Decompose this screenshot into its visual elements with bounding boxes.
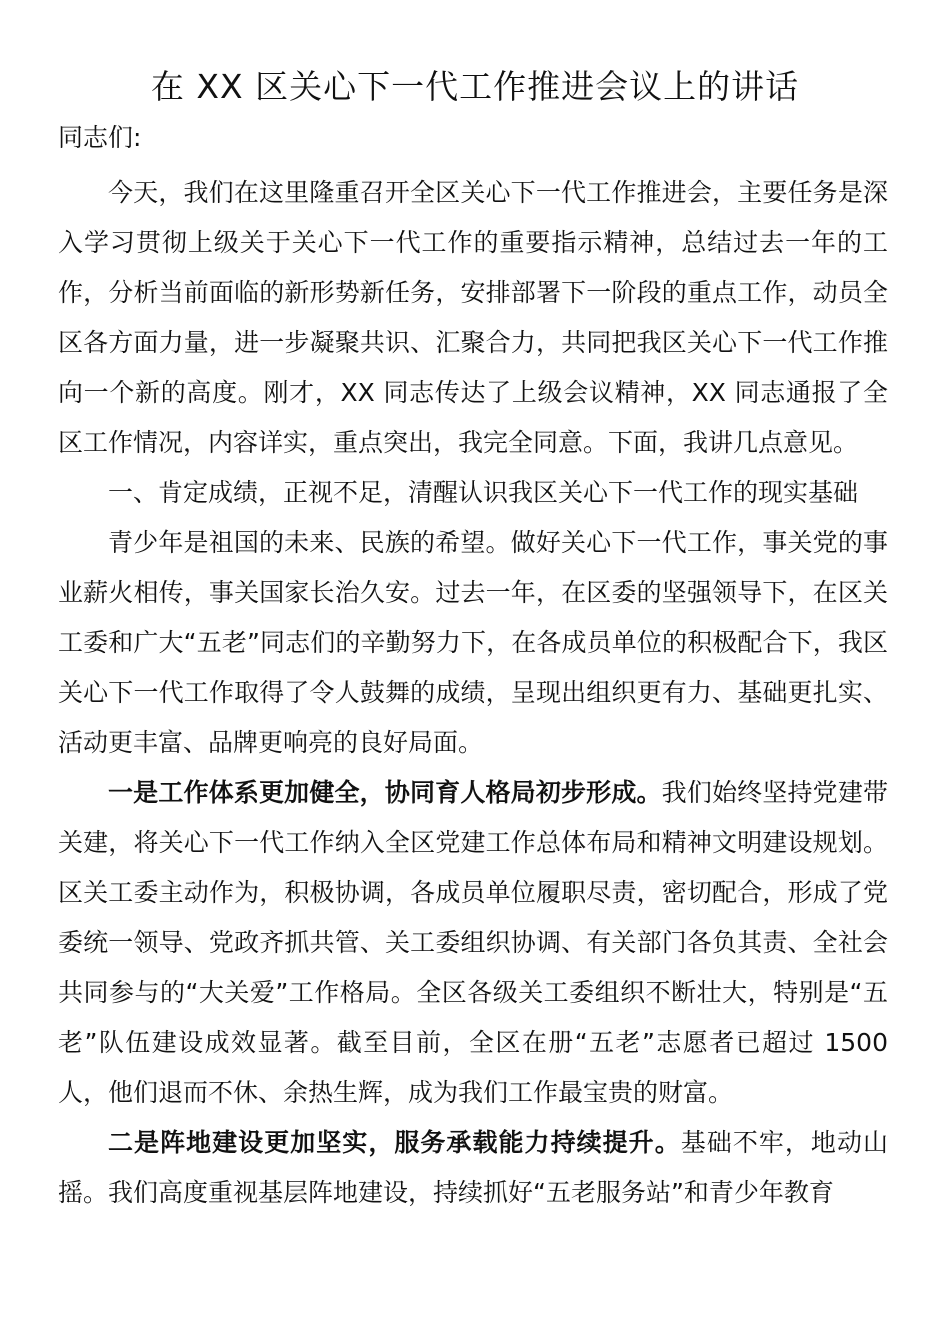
paragraph-point-two <box>58 1118 888 1218</box>
paragraph-text: 基础不牢，地动山摇。我们高度重视基层阵地建设，持续抓好“五老服务站”和青少年教育 <box>58 1128 888 1207</box>
paragraph-text: 今天，我们在这里隆重召开全区关心下一代工作推进会，主要任务是深入学习贯彻上级关于关心下一代工作的重要指示精神，总结过去一年的工作，分析当前面临的新形势新任务，安排部署下一阶段的重点工作，动员全区各方面力量，进一步凝聚共识、汇聚合力，共同把我区关心下一代工作推向一个新的高度。刚才，XX 同志传达了上级会议精神，XX 同志通报了全区工作情况，内容详实，重点突出，我完全同意。下面，我讲几点意见。 <box>58 178 888 457</box>
paragraph-text: 青少年是祖国的未来、民族的希望。做好关心下一代工作，事关党的事业薪火相传，事关国家长治久安。过去一年，在区委的坚强领导下，在区关工委和广大“五老”同志们的辛勤努力下，在各成员单位的积极配合下，我区关心下一代工作取得了令人鼓舞的成绩，呈现出组织更有力、基础更扎实、活动更丰富、品牌更响亮的良好局面。 <box>58 528 888 757</box>
point-two-lead: 二是阵地建设更加坚实，服务承载能力持续提升。 <box>108 1128 681 1157</box>
point-one-lead: 一是工作体系更加健全，协同育人格局初步形成。 <box>108 778 662 807</box>
section-heading-text: 一、肯定成绩，正视不足，清醒认识我区关心下一代工作的现实基础 <box>108 478 859 507</box>
salutation: 同志们: <box>58 123 142 152</box>
section-heading <box>58 468 888 518</box>
document-title: 在 XX 区关心下一代工作推进会议上的讲话 <box>150 67 800 106</box>
paragraph-text: 我们始终坚持党建带关建，将关心下一代工作纳入全区党建工作总体布局和精神文明建设规划。区关工委主动作为，积极协调，各成员单位履职尽责，密切配合，形成了党委统一领导、党政齐抓共管、关工委组织协调、有关部门各负其责、全社会共同参与的“大关爱”工作格局。全区各级关工委组织不断壮大，特别是“五老”队伍建设成效显著。截至目前，全区在册“五老”志愿者已超过 1500 人，他们退而不休、余热生辉，成为我们工作最宝贵的财富。 <box>58 778 888 1107</box>
paragraph-point-one <box>58 768 888 1118</box>
paragraph-achievements <box>58 518 888 768</box>
paragraph-intro <box>58 168 888 468</box>
document-body <box>58 168 888 1218</box>
